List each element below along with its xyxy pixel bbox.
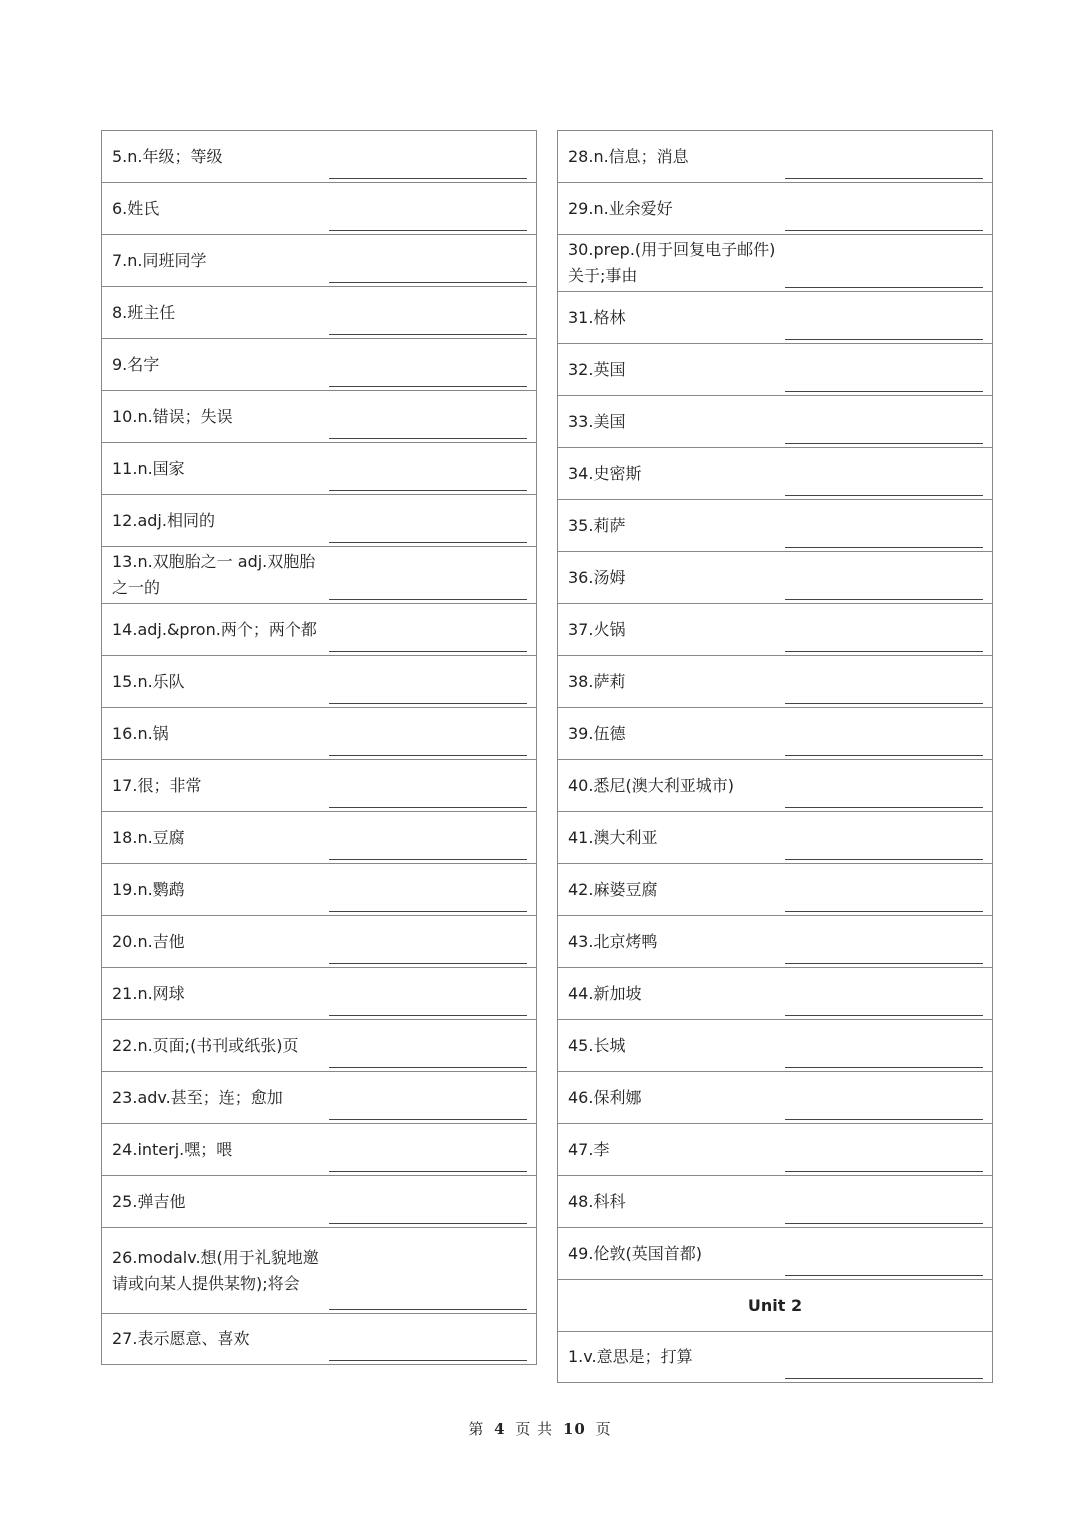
unit-heading-row [558,1279,992,1331]
vocab-row [558,234,992,291]
answer-blank[interactable] [329,651,527,652]
vocab-prompt: 37.火锅 [568,619,626,639]
vocab-prompt: 10.n.错误；失误 [112,406,233,426]
vocab-row [558,551,992,603]
vocab-row [102,390,536,442]
vocab-prompt: 29.n.业余爱好 [568,198,673,218]
vocab-prompt: 43.北京烤鸭 [568,931,658,951]
answer-blank[interactable] [329,911,527,912]
footer-page-number: 4 [494,1420,506,1438]
vocab-prompt: 16.n.锅 [112,723,169,743]
vocab-prompt: 27.表示愿意、喜欢 [112,1329,250,1348]
answer-blank[interactable] [329,963,527,964]
vocab-prompt: 17.很；非常 [112,775,202,795]
answer-blank[interactable] [785,599,983,600]
answer-blank[interactable] [785,391,983,392]
vocab-row [558,1019,992,1071]
vocab-prompt: 45.长城 [568,1035,626,1055]
answer-blank[interactable] [785,755,983,756]
vocab-row [102,1313,536,1365]
vocab-prompt: 35.莉萨 [568,515,626,535]
answer-blank[interactable] [785,963,983,964]
answer-blank[interactable] [329,807,527,808]
vocab-prompt: 40.悉尼(澳大利亚城市) [568,775,734,795]
answer-blank[interactable] [785,230,983,231]
answer-blank[interactable] [785,495,983,496]
vocab-row [102,1227,536,1313]
vocab-prompt: 11.n.国家 [112,458,185,478]
answer-blank[interactable] [785,287,983,288]
vocab-row [102,546,536,603]
vocab-prompt: 23.adv.甚至；连；愈加 [112,1087,283,1107]
vocab-prompt: 47.李 [568,1139,610,1159]
vocab-row [558,707,992,759]
vocab-row [558,1175,992,1227]
vocab-row [102,759,536,811]
vocab-row [558,499,992,551]
vocab-row [558,967,992,1019]
vocab-row [558,915,992,967]
vocab-row [102,442,536,494]
vocab-row [558,1227,992,1279]
answer-blank[interactable] [329,1223,527,1224]
vocab-row [558,603,992,655]
vocab-row [102,494,536,546]
vocab-row [102,707,536,759]
vocab-prompt: 5.n.年级；等级 [112,146,223,166]
vocab-row [102,338,536,390]
answer-blank[interactable] [785,178,983,179]
vocab-prompt: 30.prep.(用于回复电子邮件)关于;事由 [568,240,776,285]
vocab-prompt: 36.汤姆 [568,567,626,587]
answer-blank[interactable] [329,1309,527,1310]
answer-blank[interactable] [329,334,527,335]
answer-blank[interactable] [329,755,527,756]
answer-blank[interactable] [785,1067,983,1068]
answer-blank[interactable] [785,1119,983,1120]
vocab-prompt: 21.n.网球 [112,983,185,1003]
vocab-row [558,1071,992,1123]
answer-blank[interactable] [785,339,983,340]
vocab-prompt: 14.adj.&pron.两个；两个都 [112,619,317,639]
answer-blank[interactable] [785,547,983,548]
vocab-prompt: 34.史密斯 [568,463,642,483]
vocab-prompt: 20.n.吉他 [112,931,185,951]
vocab-prompt: 25.弹吉他 [112,1191,186,1211]
vocab-row [102,603,536,655]
vocab-row [558,655,992,707]
answer-blank[interactable] [329,386,527,387]
vocab-row [558,811,992,863]
answer-blank[interactable] [785,651,983,652]
vocab-row [558,343,992,395]
answer-blank[interactable] [329,703,527,704]
vocab-prompt: 49.伦敦(英国首都) [568,1243,702,1263]
vocab-row [102,655,536,707]
answer-blank[interactable] [785,1275,983,1276]
vocab-prompt: 12.adj.相同的 [112,510,215,530]
vocab-prompt: 48.科科 [568,1191,626,1211]
vocab-row [102,811,536,863]
vocab-row [102,234,536,286]
footer-total-pages: 10 [562,1420,586,1438]
vocab-row [558,291,992,343]
vocab-row [102,1019,536,1071]
vocab-prompt: 7.n.同班同学 [112,250,207,270]
vocab-row [558,130,992,182]
answer-blank[interactable] [329,1015,527,1016]
vocab-prompt: 18.n.豆腐 [112,827,185,847]
vocab-prompt: 22.n.页面;(书刊或纸张)页 [112,1035,299,1055]
vocab-prompt: 44.新加坡 [568,983,642,1003]
answer-blank[interactable] [329,859,527,860]
vocab-row [558,1123,992,1175]
answer-blank[interactable] [785,859,983,860]
answer-blank[interactable] [785,1171,983,1172]
vocab-row [102,1175,536,1227]
vocab-row [102,967,536,1019]
answer-blank[interactable] [329,1119,527,1120]
vocab-row [558,395,992,447]
answer-blank[interactable] [785,443,983,444]
vocab-prompt: 31.格林 [568,307,626,327]
answer-blank[interactable] [785,1223,983,1224]
answer-blank[interactable] [329,178,527,179]
answer-blank[interactable] [329,438,527,439]
vocab-row [102,130,536,182]
vocab-prompt: 32.英国 [568,359,626,379]
vocab-row [102,915,536,967]
answer-blank[interactable] [329,230,527,231]
vocab-row [558,759,992,811]
right-vocab-column [557,130,993,1383]
answer-blank[interactable] [785,1015,983,1016]
vocab-prompt: 15.n.乐队 [112,671,185,691]
answer-blank[interactable] [785,911,983,912]
vocab-row [558,1331,992,1383]
answer-blank[interactable] [329,282,527,283]
vocab-prompt: 42.麻婆豆腐 [568,879,658,899]
vocab-prompt: 41.澳大利亚 [568,827,658,847]
vocab-prompt: 9.名字 [112,354,160,374]
vocab-prompt: 24.interj.嘿；喂 [112,1139,233,1159]
vocab-row [102,286,536,338]
vocab-row [558,182,992,234]
vocab-row [102,182,536,234]
answer-blank[interactable] [329,599,527,600]
answer-blank[interactable] [329,1067,527,1068]
answer-blank[interactable] [329,542,527,543]
answer-blank[interactable] [785,703,983,704]
answer-blank[interactable] [329,1360,527,1361]
vocab-prompt: 26.modalv.想(用于礼貌地邀请或向某人提供某物);将会 [112,1247,319,1293]
answer-blank[interactable] [329,1171,527,1172]
answer-blank[interactable] [329,490,527,491]
page-footer [0,1418,1080,1439]
vocab-row [558,447,992,499]
vocab-prompt: 6.姓氏 [112,198,160,218]
vocab-row [102,1071,536,1123]
footer-suffix: 页 [595,1420,612,1438]
vocab-prompt: 19.n.鹦鹉 [112,879,185,899]
vocab-prompt: 13.n.双胞胎之一 adj.双胞胎之一的 [112,552,316,597]
vocab-prompt: 33.美国 [568,411,626,431]
vocab-row [102,1123,536,1175]
vocab-prompt: 1.v.意思是；打算 [568,1347,693,1366]
vocab-prompt: 39.伍德 [568,723,626,743]
vocab-prompt: 8.班主任 [112,302,176,322]
vocab-prompt: 46.保利娜 [568,1087,642,1107]
vocab-prompt: 38.萨莉 [568,671,626,691]
footer-middle: 页 共 [515,1420,554,1438]
left-vocab-column [101,130,537,1365]
vocab-row [558,863,992,915]
unit-heading: Unit 2 [747,1295,803,1315]
vocab-prompt: 28.n.信息；消息 [568,146,689,166]
answer-blank[interactable] [785,807,983,808]
footer-prefix: 第 [468,1420,485,1438]
answer-blank[interactable] [785,1378,983,1379]
vocab-row [102,863,536,915]
